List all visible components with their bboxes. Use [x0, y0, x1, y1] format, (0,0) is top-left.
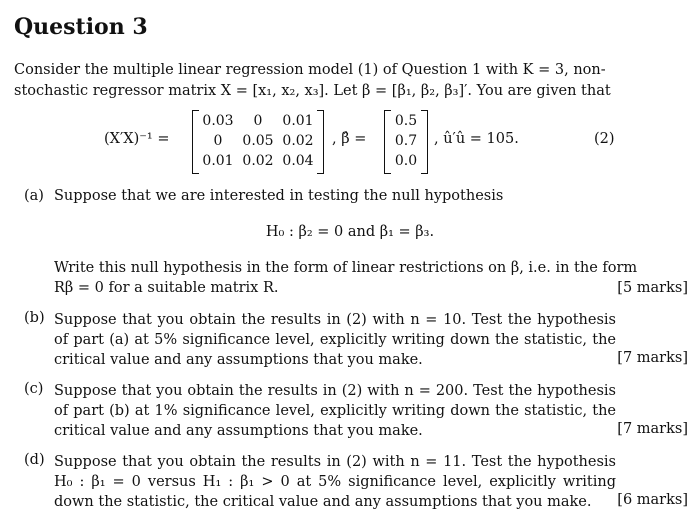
xtx-inverse-matrix	[192, 110, 324, 172]
part-b-marks: [7 marks]	[617, 350, 688, 366]
matrix-cell: 0.03	[202, 113, 234, 129]
matrix-cell: 0.05	[242, 133, 274, 149]
residual-sum-squares: , û′û = 105.	[434, 131, 519, 147]
part-c-text: Suppose that you obtain the results in (2) with n = 200. Test the hypothesis of part (b) at 1% significance level, explicitly writing down the statistic, the critical value and any assumptions that you make.	[54, 383, 616, 439]
vector-cell: 0.5	[394, 113, 418, 129]
beta-hat-vector	[384, 110, 428, 172]
matrix-cell: 0	[213, 133, 223, 149]
part-a-line-1: Suppose that we are interested in testing the null hypothesis	[54, 188, 504, 204]
part-a-line-2: Write this null hypothesis in the form of linear restrictions on β, i.e. in the form	[54, 260, 638, 276]
xtx-inverse-label: (X′X)⁻¹ =	[104, 131, 170, 147]
matrix-cell: 0.01	[282, 113, 314, 129]
right-bracket	[317, 110, 324, 174]
part-b-label: (b)	[24, 310, 45, 326]
part-c-marks: [7 marks]	[617, 421, 688, 437]
part-a-line-3: Rβ = 0 for a suitable matrix R.	[54, 280, 279, 296]
equation-number: (2)	[594, 131, 615, 147]
vector-cell: 0.0	[394, 153, 418, 169]
part-d-marks: [6 marks]	[617, 492, 688, 508]
part-d-text: Suppose that you obtain the results in (2) with n = 11. Test the hypothesis H₀ : β₁ = 0 versus H₁ : β₁ > 0 at 5% significance level, explicitly writing down the statistic, the critical value and any assumptions that you make.	[54, 454, 616, 510]
equation-2	[0, 110, 700, 174]
matrix-cell: 0.04	[282, 153, 314, 169]
part-a-marks: [5 marks]	[617, 280, 688, 296]
intro-line-2: stochastic regressor matrix X = [x₁, x₂, x₃]. Let β = [β₁, β₂, β₃]′. You are given that	[14, 83, 611, 99]
matrix-cell: 0.02	[282, 133, 314, 149]
part-b-text: Suppose that you obtain the results in (2) with n = 10. Test the hypothesis of part (a) at 5% significance level, explicitly writing down the statistic, the critical value and any assumptions that you make.	[54, 312, 616, 368]
part-a-label: (a)	[24, 188, 44, 204]
question-title: Question 3	[14, 14, 148, 40]
null-hypothesis: H₀ : β₂ = 0 and β₁ = β₃.	[265, 224, 435, 240]
vector-cell: 0.7	[394, 133, 418, 149]
matrix-cell: 0.01	[202, 153, 234, 169]
matrix-cell: 0.02	[242, 153, 274, 169]
beta-hat-label: , β̂ =	[332, 131, 367, 147]
matrix-cell: 0	[253, 113, 263, 129]
part-d-label: (d)	[24, 452, 45, 468]
part-c-label: (c)	[24, 381, 44, 397]
intro-line-1: Consider the multiple linear regression model (1) of Question 1 with K = 3, non-	[14, 62, 606, 78]
